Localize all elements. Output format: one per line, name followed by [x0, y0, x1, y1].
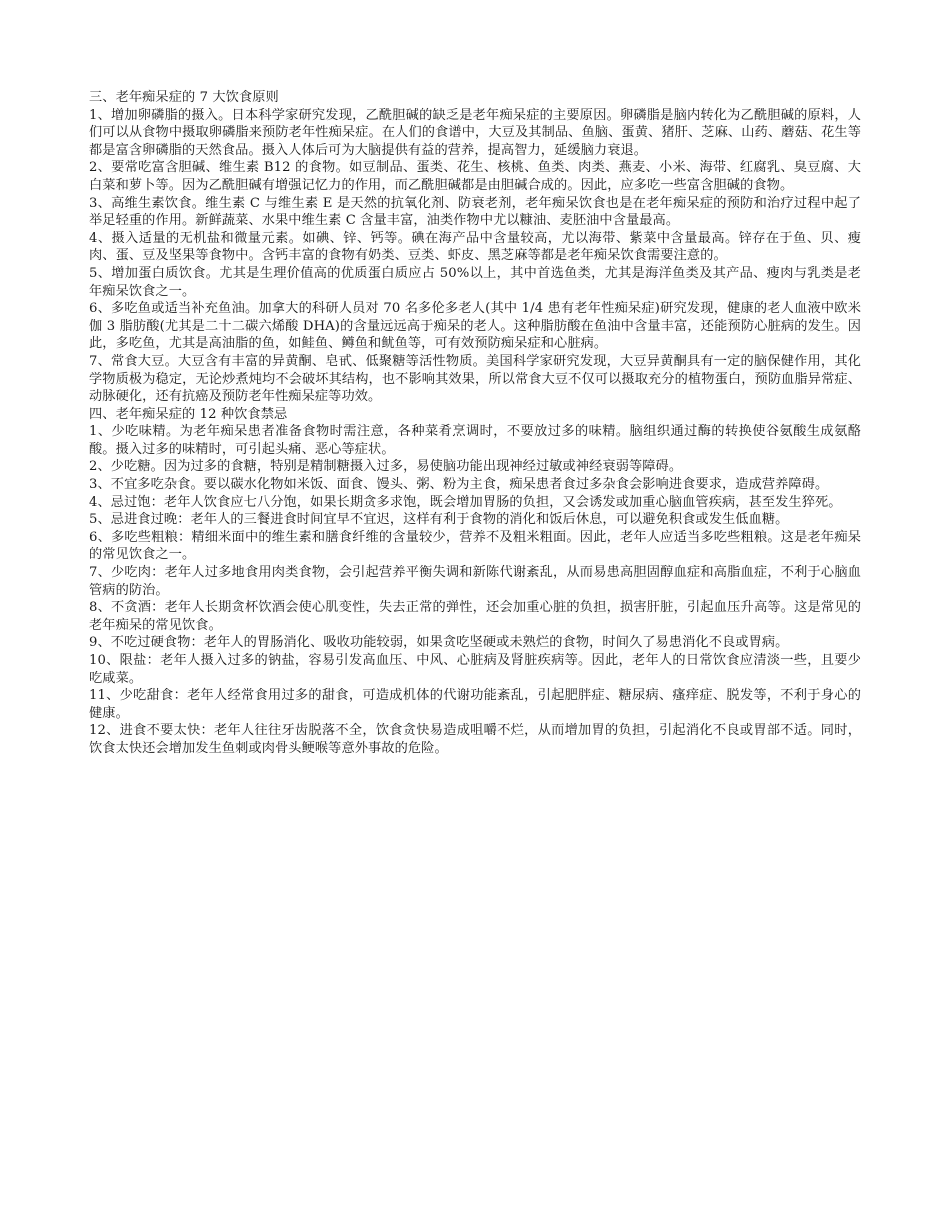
- section-heading-diet-taboos: 四、老年痴呆症的 12 种饮食禁忌: [89, 406, 288, 422]
- taboo-item-9: 9、不吃过硬食物：老年人的胃肠消化、吸收功能较弱，如果贪吃坚硬或未熟烂的食物，时间久了易患消化不良或胃病。: [89, 635, 789, 651]
- section-heading-diet-principles: 三、老年痴呆症的 7 大饮食原则: [89, 90, 279, 105]
- taboo-item-10: 10、限盐：老年人摄入过多的钠盐，容易引发高血压、中风、心脏病及肾脏疾病等。因此，老年人的日常饮食应清淡一些，且要少吃咸菜。: [89, 653, 861, 686]
- principle-item-4: 4、摄入适量的无机盐和微量元素。如碘、锌、钙等。碘在海产品中含量较高，尤以海带、紫菜中含量最高。锌存在于鱼、贝、瘦肉、蛋、豆及坚果等食物中。含钙丰富的食物有奶类、豆类、虾皮、黑芝麻等都是老年痴呆饮食需要注意的。: [89, 230, 861, 264]
- principle-item-5: 5、增加蛋白质饮食。尤其是生理价值高的优质蛋白质应占 50%以上，其中首选鱼类，尤其是海洋鱼类及其产品、瘦肉与乳类是老年痴呆饮食之一。: [89, 265, 861, 299]
- document-page: [89, 89, 861, 758]
- taboo-item-12: 12、进食不要太快：老年人往往牙齿脱落不全，饮食贪快易造成咀嚼不烂，从而增加胃的负担，引起消化不良或胃部不适。同时，饮食太快还会增加发生鱼刺或肉骨头鲠喉等意外事故的危险。: [89, 723, 861, 756]
- principle-item-7: 7、常食大豆。大豆含有丰富的异黄酮、皂甙、低聚糖等活性物质。美国科学家研究发现，大豆异黄酮具有一定的脑保健作用，其化学物质极为稳定，无论炒煮炖均不会破坏其结构，也不影响其效果，所以常食大豆不仅可以摄取充分的植物蛋白，预防血脂异常症、动脉硬化，还有抗癌及预防老年性痴呆症等功效。: [89, 353, 861, 405]
- taboo-item-6: 6、多吃些粗粮：精细米面中的维生素和膳食纤维的含量较少，营养不及粗米粗面。因此，老年人应适当多吃些粗粮。这是老年痴呆的常见饮食之一。: [89, 529, 861, 563]
- taboo-item-11: 11、少吃甜食：老年人经常食用过多的甜食，可造成机体的代谢功能紊乱，引起肥胖症、糖尿病、瘙痒症、脱发等，不利于身心的健康。: [89, 688, 861, 721]
- taboo-item-1: 1、少吃味精。为老年痴呆患者准备食物时需注意，各种菜肴烹调时，不要放过多的味精。脑组织通过酶的转换使谷氨酸生成氨酪酸。摄入过多的味精时，可引起头痛、恶心等症状。: [89, 424, 861, 457]
- taboo-item-2: 2、少吃糖。因为过多的食糖，特别是精制糖摄入过多，易使脑功能出现神经过敏或神经衰弱等障碍。: [89, 459, 683, 475]
- principle-item-1: 1、增加卵磷脂的摄入。日本科学家研究发现，乙酰胆碱的缺乏是老年痴呆症的主要原因。卵磷脂是脑内转化为乙酰胆碱的原料，人们可以从食物中摄取卵磷脂来预防老年性痴呆症。在人们的食谱中，大豆及其制品、鱼脑、蛋黄、猪肝、芝麻、山药、蘑菇、花生等都是富含卵磷脂的天然食品。摄入人体后可为大脑提供有益的营养，提高智力，延缓脑力衰退。: [89, 107, 861, 158]
- principle-item-2: 2、要常吃富含胆碱、维生素 B12 的食物。如豆制品、蛋类、花生、核桃、鱼类、肉类、燕麦、小米、海带、红腐乳、臭豆腐、大白菜和萝卜等。因为乙酰胆碱有增强记忆力的作用，而乙酰胆碱都是由胆碱合成的。因此，应多吃一些富含胆碱的食物。: [89, 160, 861, 193]
- taboo-item-7: 7、少吃肉：老年人过多地食用肉类食物，会引起营养平衡失调和新陈代谢紊乱，从而易患高胆固醇血症和高脂血症，不利于心脑血管病的防治。: [89, 565, 861, 598]
- principle-item-6: 6、多吃鱼或适当补充鱼油。加拿大的科研人员对 70 名多伦多老人(其中 1/4 患有老年性痴呆症)研究发现，健康的老人血液中欧米伽 3 脂肪酸(尤其是二十二碳六烯酸 DHA)的含量远远高于痴呆的老人。这种脂肪酸在鱼油中含量丰富，还能预防心脏病的发生。因此，多吃鱼，尤其是高油脂的鱼，如鲑鱼、鳟鱼和鱿鱼等，可有效预防痴呆症和心脏病。: [89, 301, 861, 352]
- principle-item-3: 3、高维生素饮食。维生素 C 与维生素 E 是天然的抗氧化剂、防衰老剂，老年痴呆饮食也是在老年痴呆症的预防和治疗过程中起了举足轻重的作用。新鲜蔬菜、水果中维生素 C 含量丰富，油类作物中尤以糠油、麦胚油中含量最高。: [89, 195, 861, 229]
- taboo-item-5: 5、忌进食过晚：老年人的三餐进食时间宜早不宜迟，这样有利于食物的消化和饭后休息，可以避免积食或发生低血糖。: [89, 512, 789, 528]
- taboo-item-3: 3、不宜多吃杂食。要以碳水化物如米饭、面食、馒头、粥、粉为主食，痴呆患者食过多杂食会影响进食要求，造成营养障碍。: [89, 477, 829, 493]
- taboo-item-8: 8、不贪酒：老年人长期贪杯饮酒会使心肌变性，失去正常的弹性，还会加重心脏的负担，损害肝脏，引起血压升高等。这是常见的老年痴呆的常见饮食。: [89, 600, 861, 633]
- taboo-item-4: 4、忌过饱：老年人饮食应七八分饱，如果长期贪多求饱，既会增加胃肠的负担，又会诱发或加重心脑血管疾病，甚至发生猝死。: [89, 494, 842, 510]
